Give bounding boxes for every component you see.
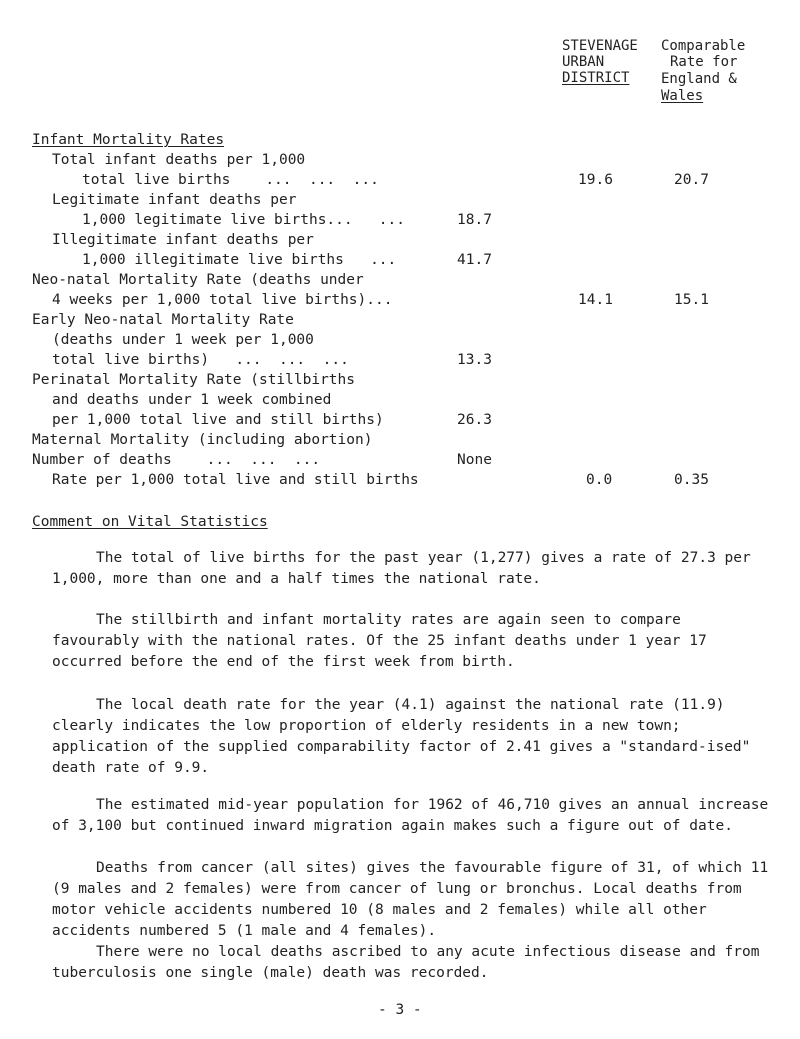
row1-line2: total live births ... ... ... — [82, 172, 379, 188]
comment-title: Comment on Vital Statistics — [32, 514, 268, 530]
row2-line1: Legitimate infant deaths per — [52, 192, 297, 208]
row7-line2: Number of deaths ... ... ... — [32, 452, 321, 468]
row3-line1: Illegitimate infant deaths per — [52, 232, 314, 248]
stevenage-header-line1: STEVENAGE — [562, 38, 638, 54]
paragraph-3: The local death rate for the year (4.1) against the national rate (11.9) clearly indicates the low proportion of elderly residents in a new town; application of the supplied comparability factor of 2.41 gives a "standard-ised" death rate of 9.9. — [52, 697, 751, 776]
row4-stevenage: 14.1 — [578, 292, 613, 308]
row7-line1: Maternal Mortality (including abortion) — [32, 432, 373, 448]
row2-mid: 18.7 — [457, 212, 492, 228]
stevenage-header-line3: DISTRICT — [562, 70, 630, 86]
row5-mid: 13.3 — [457, 352, 492, 368]
row2-line2: 1,000 legitimate live births... ... — [82, 212, 406, 228]
page-number: - 3 - — [378, 1002, 422, 1018]
row8-england: 0.35 — [674, 472, 709, 488]
section-title: Infant Mortality Rates — [32, 132, 225, 148]
england-header-line3: England & — [661, 71, 737, 87]
row8-line1: Rate per 1,000 total live and still births — [52, 472, 419, 488]
row7-mid: None — [457, 452, 492, 468]
row4-line1: Neo-natal Mortality Rate (deaths under — [32, 272, 364, 288]
row4-england: 15.1 — [674, 292, 709, 308]
england-header-line2: Rate for — [670, 54, 738, 70]
row6-mid: 26.3 — [457, 412, 492, 428]
row6-line3: per 1,000 total live and still births) — [52, 412, 384, 428]
row5-line3: total live births) ... ... ... — [52, 352, 349, 368]
paragraph-6: There were no local deaths ascribed to any acute infectious disease and from tuberculosis one single (male) death was recorded. — [52, 944, 760, 981]
row6-line2: and deaths under 1 week combined — [52, 392, 332, 408]
england-header-line4: Wales — [661, 88, 704, 104]
row5-line1: Early Neo-natal Mortality Rate — [32, 312, 294, 328]
row8-stevenage: 0.0 — [586, 472, 613, 488]
row3-line2: 1,000 illegitimate live births ... — [82, 252, 397, 268]
paragraph-2: The stillbirth and infant mortality rates are again seen to compare favourably with the national rates. Of the 25 infant deaths under 1 year 17 occurred before the end of the first week from birth. — [52, 612, 707, 670]
row1-line1: Total infant deaths per 1,000 — [52, 152, 306, 168]
row3-mid: 41.7 — [457, 252, 492, 268]
paragraph-1: The total of live births for the past year (1,277) gives a rate of 27.3 per 1,000, more than one and a half times the national rate. — [52, 550, 751, 587]
row1-england: 20.7 — [674, 172, 709, 188]
paragraph-4: The estimated mid-year population for 1962 of 46,710 gives an annual increase of 3,100 but continued inward migration again makes such a figure out of date. — [52, 797, 769, 834]
row4-line2: 4 weeks per 1,000 total live births)... — [52, 292, 393, 308]
england-header-line1: Comparable — [661, 38, 746, 54]
paragraph-5: Deaths from cancer (all sites) gives the favourable figure of 31, of which 11 (9 males and 2 females) were from cancer of lung or bronchus. Local deaths from motor vehicle accidents numbered 10 (8 males and 2 females) while all other accidents numbered 5 (1 male and 4 females). — [52, 860, 769, 939]
row6-line1: Perinatal Mortality Rate (stillbirths — [32, 372, 356, 388]
stevenage-header-line2: URBAN — [562, 54, 605, 70]
row5-line2: (deaths under 1 week per 1,000 — [52, 332, 314, 348]
row1-stevenage: 19.6 — [578, 172, 613, 188]
